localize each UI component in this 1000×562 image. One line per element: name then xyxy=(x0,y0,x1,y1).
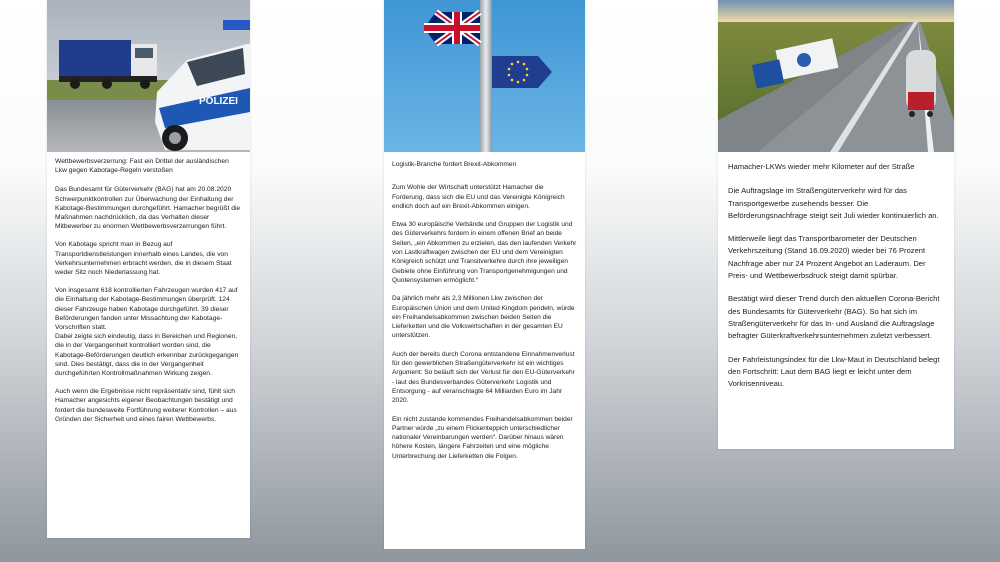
brexit-signpost-photo xyxy=(384,0,585,152)
article-paragraph: Auch wenn die Ergebnisse nicht repräsentativ sind, fühlt sich Hamacher angesichts eigener Beobachtungen bestätigt und fordert die bundesweite Fortführung weiterer Kontrollen – aus Gründen der Sicherheit und eines fairen Wettbewerbs. xyxy=(55,388,237,423)
article-card-kabotage[interactable] xyxy=(47,0,250,538)
article-paragraph: Das Bundesamt für Güterverkehr (BAG) hat am 20.08.2020 Schwerpunktkontrollen zur Überwachung der Einhaltung der Kabotage-Bestimmungen durchgeführt. Hamacher begrüßt die Maßnahmen nachdrücklich, da das Verhalten dieser Mitbewerber zu enormen Wettbewerbsverzerrungen führt. xyxy=(55,186,241,231)
article-paragraph: Etwa 30 europäische Verbände und Gruppen der Logistik und des Güterverkehrs fordern in einem offenen Brief an beide Seiten, „ein Abkommen zu erzielen, das den laufenden Verkehr von Lastkraftwagen zwischen der EU und dem Vereinigten Königreich schützt und Transitverkehre durch ihre jeweiligen Gebiete ohne Einführung von Transportgenehmigungen und Quotensystemen ermöglicht.“ xyxy=(392,221,577,284)
article-paragraph: Ein nicht zustande kommendes Freihandelsabkommen beider Partner würde „zu einem Flickenteppich unterschiedlicher nationaler Vereinbarungen werden“. Darüber hinaus wären höhere Kosten, längere Fahrzeiten und eine mögliche Unterbrechung der Lieferketten die Folgen. xyxy=(392,415,573,460)
article-headline: Wettbewerbsverzerrung: Fast ein Drittel der ausländischen Lkw gegen Kabotage-Regeln verstoßen xyxy=(55,158,229,175)
article-headline: Logistik-Branche fordert Brexit-Abkommen xyxy=(392,161,517,168)
article-card-highway[interactable] xyxy=(718,0,954,449)
article-paragraph: Bestätigt wird dieser Trend durch den aktuellen Corona-Bericht des Bundesamts für Güterverkehr (BAG). So hat sich im Straßengüterverkehr für das In- und Ausland die Auftragslage befragter Güterkraftverkehrsunternehmen zuletzt verbessert. xyxy=(728,294,940,341)
article-paragraph: Da jährlich mehr als 2,3 Millionen Lkw zwischen der Europäischen Union und dem United Kingdom pendeln, würde ein Freihandelsabkommen zwischen beiden Seiten die Lieferketten und die Volkswirtschaften in der gesamten EU unterstützen. xyxy=(392,295,575,340)
article-paragraph: Die Auftragslage im Straßengüterverkehr wird für das Transportgewerbe zusehends besser. Die Beförderungsnachfrage steigt seit Juli wieder kontinuierlich an. xyxy=(728,186,939,220)
article-paragraph: Mittlerweile liegt das Transportbarometer der Deutschen Verkehrszeitung (Stand 16.09.2020) wieder bei 76 Prozent Nachfrage aber nur 24 Prozent Angebot an Laderaum. Der Preis- und Wettbewerbsdruck steigt damit spürbar. xyxy=(728,234,926,281)
highway-trucks-photo xyxy=(718,0,954,152)
article-paragraph: Von Kabotage spricht man in Bezug auf Transportdienstleistungen innerhalb eines Landes, die von Verkehrsunternehmen erbracht werden, die in diesem Staat weder Sitz noch Niederlassung hat. xyxy=(55,241,232,277)
police-truck-photo xyxy=(47,0,250,152)
article-paragraph: Von insgesamt 618 kontrollierten Fahrzeugen wurden 417 auf die Einhaltung der Kabotage-Bestimmungen überprüft. 124 dieser Fahrzeuge haben Kabotage durchgeführt. 39 dieser Beförderungen fanden unter Missachtung der Kabotage-Vorschriften statt. Dabei zeigte sich eindeutig, dass in Bereichen und Regionen, die in der Vergangenheit kontrolliert worden sind, die Kabotage-Beförderungen deutlich erkennbar zurückgegangen sind. Dies bestätigt, dass die in der Vergangenheit durchgeführten Kontrollmaßnahmen Wirkung zeigen. xyxy=(55,287,239,378)
article-card-brexit[interactable] xyxy=(384,0,585,549)
police-car-label: POLIZEI xyxy=(199,96,238,107)
article-paragraph: Auch der bereits durch Corona entstandene Einnahmenverlust für den gewerblichen Straßengüterverkehr ist ein wichtiges Argument: So beläuft sich der Verlust für den EU-Güterverkehr - laut des Bundesverbandes Güterverkehr Logistik und Entsorgung - auf veranschlagte 64 Milliarden Euro im Jahr 2020. xyxy=(392,350,575,405)
article-paragraph: Zum Wohle der Wirtschaft unterstützt Hamacher die Forderung, dass sich die EU und das Vereinigte Königreich endlich doch auf ein Brexit-Abkommen einigen. xyxy=(392,184,565,210)
article-paragraph: Der Fahrleistungsindex für die Lkw-Maut in Deutschland belegt den Fortschritt: Laut dem BAG liegt er leicht unter dem Vorkrisenniveau. xyxy=(728,354,940,389)
article-headline: Hamacher-LKWs wieder mehr Kilometer auf der Straße xyxy=(728,162,915,171)
